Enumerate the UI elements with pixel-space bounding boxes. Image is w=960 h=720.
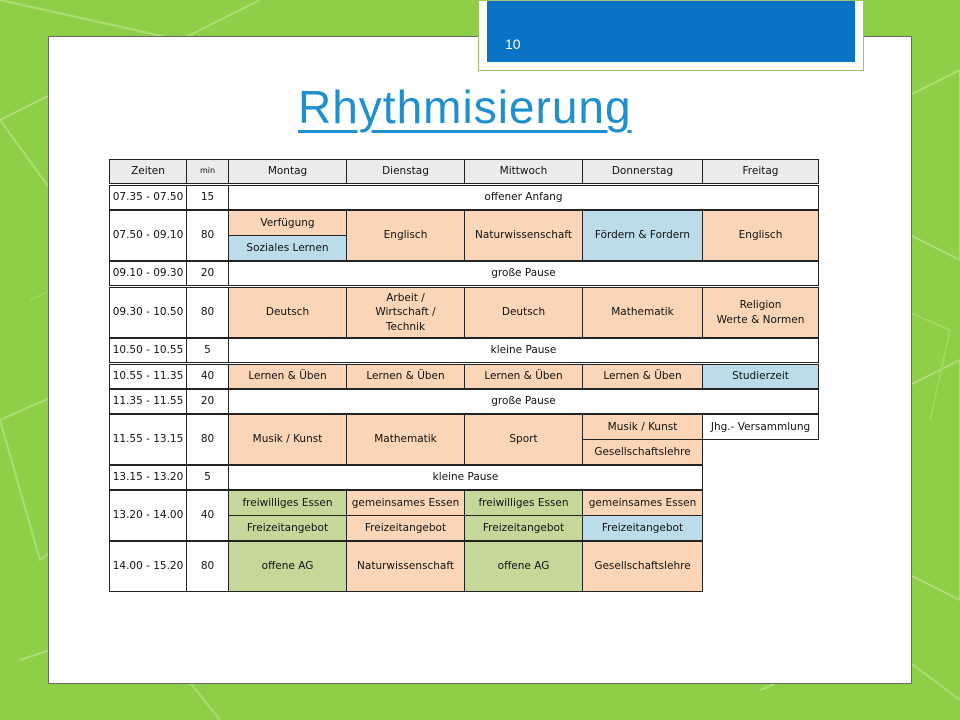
time-cell: 10.55 - 11.35 — [109, 364, 187, 389]
time-cell: 13.20 - 14.00 — [109, 490, 187, 541]
lesson-cell: Freizeitangebot — [582, 515, 703, 541]
header-mittwoch: Mittwoch — [464, 159, 583, 184]
full-row-cell: große Pause — [228, 261, 819, 286]
lesson-cell: freiwilliges Essen — [228, 490, 347, 516]
time-cell: 10.50 - 10.55 — [109, 338, 187, 363]
lesson-cell: Englisch — [702, 210, 819, 261]
lesson-cell: Lernen & Üben — [346, 364, 465, 389]
minutes-cell: 80 — [186, 414, 229, 465]
time-cell: 07.50 - 09.10 — [109, 210, 187, 261]
time-cell: 09.30 - 10.50 — [109, 287, 187, 338]
full-row-cell: offener Anfang — [228, 185, 819, 210]
minutes-cell: 80 — [186, 210, 229, 261]
minutes-cell: 15 — [186, 185, 229, 210]
header-montag: Montag — [228, 159, 347, 184]
minutes-cell: 20 — [186, 389, 229, 414]
lesson-cell: Lernen & Üben — [464, 364, 583, 389]
lesson-cell: offene AG — [464, 541, 583, 592]
header-dienstag: Dienstag — [346, 159, 465, 184]
lesson-cell: Jhg.- Versammlung — [702, 414, 819, 440]
time-cell: 09.10 - 09.30 — [109, 261, 187, 286]
header-freitag: Freitag — [702, 159, 819, 184]
lesson-cell: Studierzeit — [702, 364, 819, 389]
header-zeiten: Zeiten — [109, 159, 187, 184]
lesson-cell: Musik / Kunst — [228, 414, 347, 465]
lesson-cell: gemeinsames Essen — [582, 490, 703, 516]
lesson-cell: Musik / Kunst — [582, 414, 703, 440]
lesson-cell: Religion Werte & Normen — [702, 287, 819, 338]
full-row-cell: kleine Pause — [228, 338, 819, 363]
lesson-cell: Mathematik — [582, 287, 703, 338]
lesson-cell: gemeinsames Essen — [346, 490, 465, 516]
lesson-cell: Verfügung — [228, 210, 347, 236]
header-donnerstag: Donnerstag — [582, 159, 703, 184]
lesson-cell: Naturwissenschaft — [464, 210, 583, 261]
lesson-cell: offene AG — [228, 541, 347, 592]
time-cell: 07.35 - 07.50 — [109, 185, 187, 210]
time-cell: 11.35 - 11.55 — [109, 389, 187, 414]
minutes-cell: 5 — [186, 465, 229, 490]
lesson-cell: Gesellschaftslehre — [582, 541, 703, 592]
minutes-cell: 40 — [186, 490, 229, 541]
lesson-cell: Gesellschaftslehre — [582, 439, 703, 465]
lesson-cell: Deutsch — [464, 287, 583, 338]
minutes-cell: 80 — [186, 287, 229, 338]
slide-title: Rhythmisierung — [298, 81, 632, 133]
lesson-cell: Sport — [464, 414, 583, 465]
lesson-cell: Freizeitangebot — [228, 515, 347, 541]
minutes-cell: 20 — [186, 261, 229, 286]
lesson-cell: freiwilliges Essen — [464, 490, 583, 516]
time-cell: 14.00 - 15.20 — [109, 541, 187, 592]
lesson-cell: Soziales Lernen — [228, 235, 347, 261]
time-cell: 13.15 - 13.20 — [109, 465, 187, 490]
lesson-cell: Lernen & Üben — [228, 364, 347, 389]
page-number: 10 — [505, 36, 521, 52]
minutes-cell: 5 — [186, 338, 229, 363]
lesson-cell: Englisch — [346, 210, 465, 261]
header-min: min — [186, 159, 229, 184]
lesson-cell: Lernen & Üben — [582, 364, 703, 389]
lesson-cell: Fördern & Fordern — [582, 210, 703, 261]
full-row-cell: kleine Pause — [228, 465, 703, 490]
lesson-cell: Freizeitangebot — [346, 515, 465, 541]
lesson-cell: Arbeit / Wirtschaft / Technik — [346, 287, 465, 338]
minutes-cell: 80 — [186, 541, 229, 592]
lesson-cell: Freizeitangebot — [464, 515, 583, 541]
lesson-cell: Mathematik — [346, 414, 465, 465]
minutes-cell: 40 — [186, 364, 229, 389]
time-cell: 11.55 - 13.15 — [109, 414, 187, 465]
lesson-cell: Deutsch — [228, 287, 347, 338]
full-row-cell: große Pause — [228, 389, 819, 414]
lesson-cell: Naturwissenschaft — [346, 541, 465, 592]
